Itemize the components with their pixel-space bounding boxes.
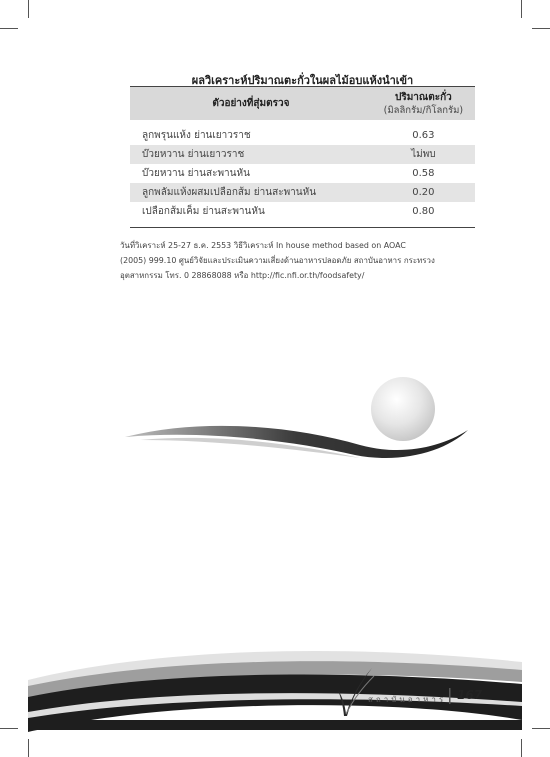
table-row <box>130 183 475 202</box>
lead-value-cell: 0.20 <box>372 183 475 202</box>
sample-cell: บ๊วยหวาน ย่านเยาวราช <box>130 145 372 164</box>
footer-base <box>28 720 522 730</box>
sample-column-header: ตัวอย่างที่สุ่มตรวจ <box>130 87 372 121</box>
amount-column-header: ปริมาณตะกั่ว <box>372 87 475 106</box>
amount-unit-header: (มิลลิกรัม/กิโลกรัม) <box>372 105 475 120</box>
lead-value-cell: ไม่พบ <box>372 145 475 164</box>
table-row <box>130 202 475 221</box>
page-number-divider <box>449 688 451 704</box>
table-row <box>130 145 475 164</box>
analysis-note <box>120 238 478 283</box>
note-line-2: (2005) 999.10 ศูนย์วิจัยและประเมินความเสี่ยงด้านอาหารปลอดภัย สถาบันอาหาร กระทรวง <box>120 256 435 265</box>
note-line-3: อุตสาหกรรม โทร. 0 28868088 หรือ http://fic.nfi.or.th/foodsafety/ <box>120 271 365 280</box>
table-header-row <box>130 87 475 106</box>
footer-brand-name: สถาบันอาหาร <box>368 695 447 704</box>
page-number: 167 <box>457 688 483 702</box>
table-row <box>130 126 475 145</box>
sample-cell: ลูกพรุนแห้ง ย่านเยาวราช <box>142 130 251 141</box>
table-spacer <box>130 221 475 228</box>
sample-cell: บ๊วยหวาน ย่านสะพานหัน <box>142 168 250 179</box>
lead-value-cell: 0.80 <box>412 206 435 217</box>
lead-value-cell: 0.58 <box>412 168 435 179</box>
sample-cell: เปลือกส้มเค็ม ย่านสะพานหัน <box>142 206 265 217</box>
sample-cell: ลูกพลัมแห้งผสมเปลือกส้ม ย่านสะพานหัน <box>130 183 372 202</box>
note-line-1: วันที่วิเคราะห์ 25-27 ธ.ค. 2553 วิธีวิเคราะห์ In house method based on AOAC <box>120 241 406 250</box>
decorative-sphere <box>371 377 435 441</box>
table-row <box>130 164 475 183</box>
table-title: ผลวิเคราะห์ปริมาณตะกั่วในผลไม้อบแห้งนำเข้า <box>191 74 414 87</box>
table-body <box>130 120 475 228</box>
lead-residue-table <box>130 86 475 228</box>
lead-value-cell: 0.63 <box>412 130 435 141</box>
